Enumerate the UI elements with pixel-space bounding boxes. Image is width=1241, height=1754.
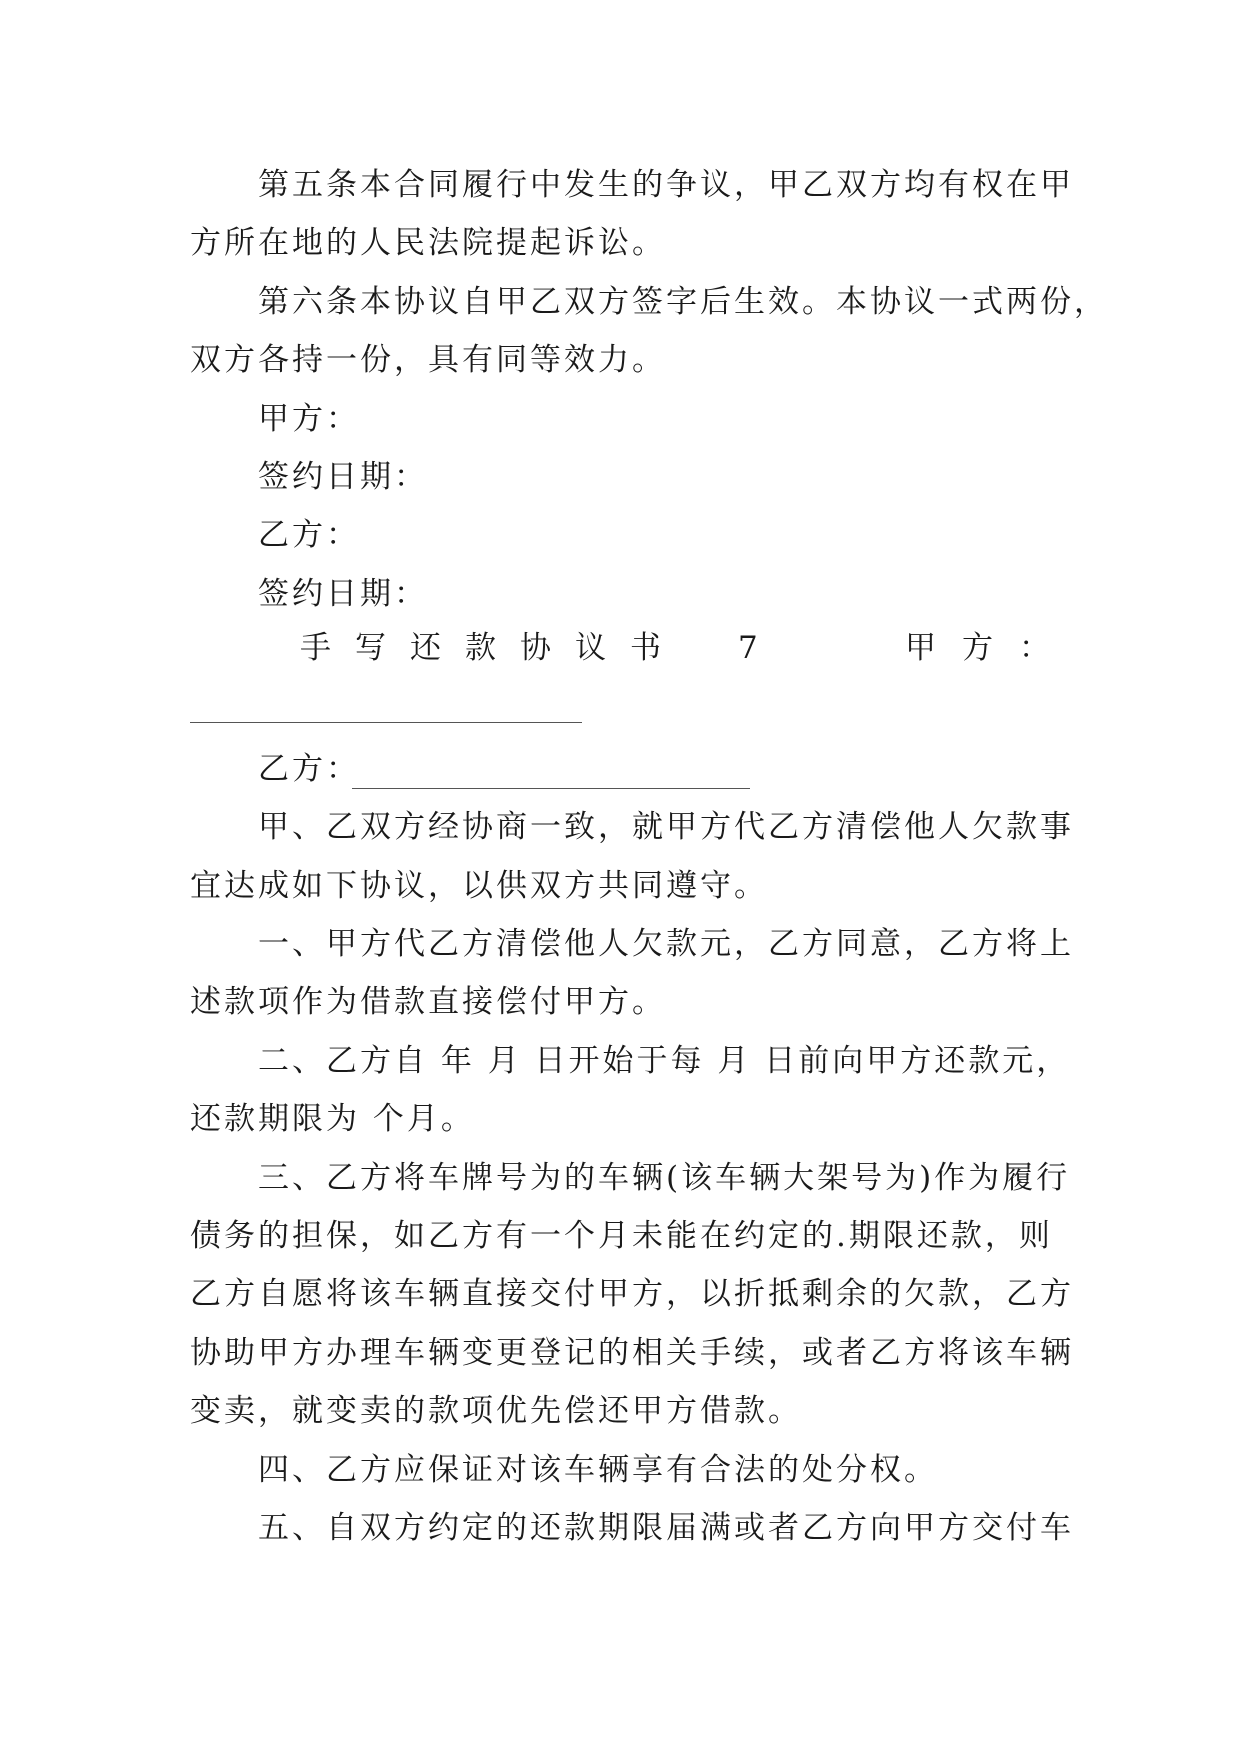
party-a-blank-line <box>190 722 582 723</box>
signing-date-b-label: 签约日期： <box>258 576 428 612</box>
article-six-line-2: 双方各持一份，具有同等效力。 <box>190 342 666 378</box>
signing-date-a-label: 签约日期： <box>258 459 428 495</box>
agreement-title-row <box>190 626 1076 670</box>
party-a-heading: 甲方： <box>905 630 1076 666</box>
clause-two-line-2: 还款期限为 个月。 <box>190 1101 475 1137</box>
party-b-label: 乙方： <box>258 517 360 553</box>
clause-five-line: 五、自双方约定的还款期限届满或者乙方向甲方交付车 <box>258 1510 1074 1546</box>
clause-three-line-1: 三、乙方将车牌号为的车辆(该车辆大架号为)作为履行 <box>258 1160 1071 1196</box>
party-b-blank-line <box>352 788 750 789</box>
clause-one-line-2: 述款项作为借款直接偿付甲方。 <box>190 984 666 1020</box>
clause-four-line: 四、乙方应保证对该车辆享有合法的处分权。 <box>258 1452 938 1488</box>
clause-two-line-1: 二、乙方自 年 月 日开始于每 月 日前向甲方还款元， <box>258 1043 1071 1079</box>
clause-three-line-4: 协助甲方办理车辆变更登记的相关手续，或者乙方将该车辆 <box>190 1335 1074 1371</box>
party-b-heading: 乙方： <box>258 751 360 787</box>
clause-three-line-3: 乙方自愿将该车辆直接交付甲方，以折抵剩余的欠款，乙方 <box>190 1276 1074 1312</box>
clause-three-line-2: 债务的担保，如乙方有一个月未能在约定的.期限还款，则 <box>190 1218 1053 1254</box>
article-six-line-1: 第六条本协议自甲乙双方签字后生效。本协议一式两份， <box>258 284 1108 320</box>
clause-one-line-1: 一、甲方代乙方清偿他人欠款元，乙方同意，乙方将上 <box>258 926 1074 962</box>
clause-three-line-5: 变卖，就变卖的款项优先偿还甲方借款。 <box>190 1393 802 1429</box>
article-five-line-1: 第五条本合同履行中发生的争议，甲乙双方均有权在甲 <box>258 167 1074 203</box>
body-line: 宜达成如下协议，以供双方共同遵守。 <box>190 868 768 904</box>
agreement-title: 手写还款协议书 <box>300 630 685 666</box>
article-five-line-2: 方所在地的人民法院提起诉讼。 <box>190 225 666 261</box>
party-a-label: 甲方： <box>258 401 360 437</box>
body-line: 甲、乙双方经协商一致，就甲方代乙方清偿他人欠款事 <box>258 809 1074 845</box>
agreement-number: 7 <box>738 630 758 666</box>
